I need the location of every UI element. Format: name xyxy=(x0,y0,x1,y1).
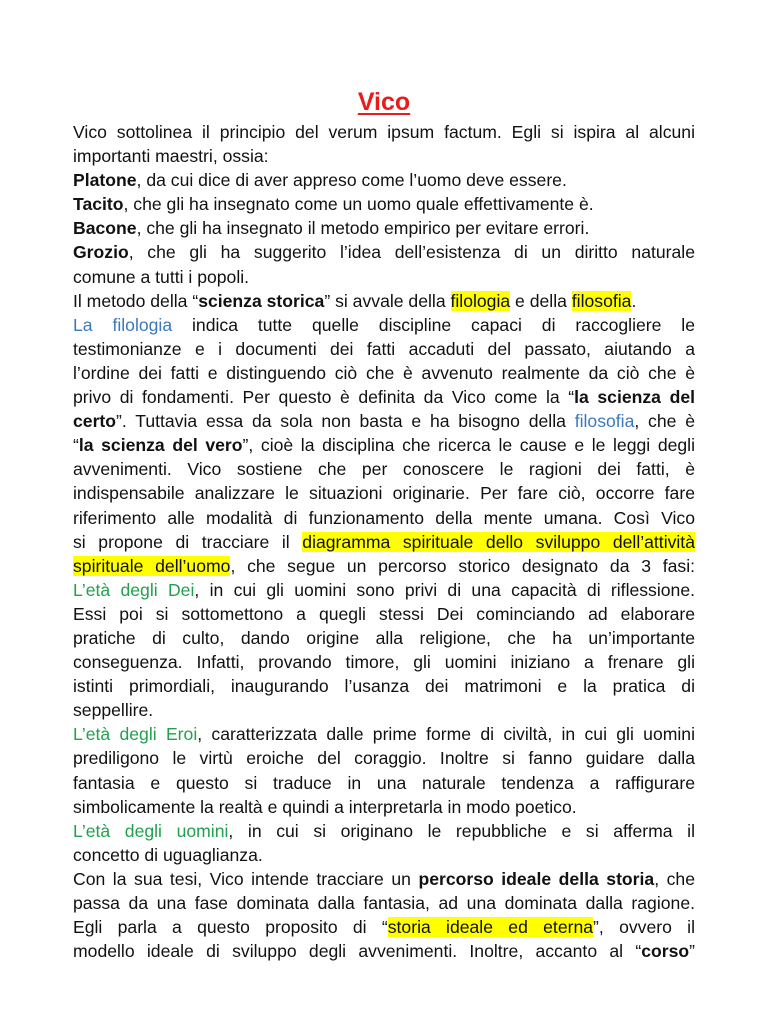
paragraph-text: conseguenza. Infatti, provando timore, gli uomini iniziano a frenare gli xyxy=(73,652,695,673)
paragraph-text: , che è xyxy=(634,411,695,432)
era-label-eroi: L’età degli Eroi xyxy=(73,724,198,745)
paragraph-text: fantasia e questo si traduce in una naturale tendenza a raffigurare xyxy=(73,772,695,793)
paragraph-text: simbolicamente la realtà e quindi a interpretarla in modo poetico. xyxy=(73,796,577,817)
bold-term: certo xyxy=(73,411,117,432)
text-line xyxy=(73,385,695,409)
master-grozio xyxy=(73,240,695,264)
text-line xyxy=(73,578,695,602)
paragraph-text: prediligono le virtù eroiche del coraggio. Inoltre si fanno guidare dalla xyxy=(73,748,695,769)
paragraph-text: ”, ovvero il xyxy=(593,917,695,938)
text-line xyxy=(73,819,695,843)
bold-term: percorso ideale della storia xyxy=(418,868,655,889)
text-line xyxy=(73,457,695,481)
paragraph-text: privo di fondamenti. Per questo è definita da Vico come la “ xyxy=(73,387,575,408)
master-text: , che gli ha insegnato il metodo empirico per evitare errori. xyxy=(136,218,590,239)
paragraph-text: indica tutte quelle discipline capaci di raccogliere le xyxy=(172,314,695,335)
master-text: , che gli ha insegnato come un uomo quale effettivamente è. xyxy=(123,194,594,215)
text-line xyxy=(73,939,695,963)
text-line xyxy=(73,481,695,505)
paragraph-text: , che xyxy=(654,868,695,889)
era-label-dei: L’età degli Dei xyxy=(73,579,195,600)
paragraph-text: , che segue un percorso storico designato da 3 fasi: xyxy=(230,555,695,576)
metodo-text: Il metodo della “ xyxy=(73,290,199,311)
master-platone xyxy=(73,168,695,192)
paragraph-text: Essi poi si sottomettono a quegli stessi Dei cominciando ad elaborare xyxy=(73,603,695,624)
paragraph-text: , caratterizzata dalle prime forme di civiltà, in cui gli uomini xyxy=(197,724,695,745)
text-line xyxy=(73,506,695,530)
text-line xyxy=(73,554,695,578)
text-line xyxy=(73,361,695,385)
text-line xyxy=(73,698,695,722)
text-line xyxy=(73,602,695,626)
text-line xyxy=(73,746,695,770)
text-line xyxy=(73,891,695,915)
text-line xyxy=(73,313,695,337)
paragraph-text: si propone di tracciare il xyxy=(73,531,303,552)
diagramma-highlight: diagramma spirituale dello sviluppo dell’attività xyxy=(302,531,695,552)
document-title: Vico xyxy=(357,88,411,116)
filosofia-label: filosofia xyxy=(574,411,635,432)
text-line xyxy=(73,409,695,433)
metodo-text: . xyxy=(631,290,637,311)
storia-ideale-highlight: storia ideale ed eterna xyxy=(387,917,594,938)
paragraph-text: pratiche di culto, dando origine alla religione, che ha un’importante xyxy=(73,627,695,648)
text-line xyxy=(73,674,695,698)
paragraph-text: seppellire. xyxy=(73,700,154,721)
paragraph-text: , in cui si originano le repubbliche e si afferma il xyxy=(228,820,695,841)
metodo-line xyxy=(73,289,695,313)
paragraph-text: avvenimenti. Vico sostiene che per conoscere le ragioni dei fatti, è xyxy=(73,459,695,480)
text-line xyxy=(73,650,695,674)
master-bacone xyxy=(73,216,695,240)
master-text: comune a tutti i popoli. xyxy=(73,266,250,287)
text-line xyxy=(73,843,695,867)
bold-term: la scienza del vero xyxy=(78,435,243,456)
paragraph-text: “ xyxy=(73,435,79,456)
master-name: Tacito xyxy=(73,194,124,215)
paragraph-text: istinti primordiali, inaugurando l’usanza dei matrimoni e la pratica di xyxy=(73,676,695,697)
paragraph-text: riferimento alle modalità di funzionamento della mente umana. Così Vico xyxy=(73,507,695,528)
master-tacito xyxy=(73,192,695,216)
paragraph-text: l’ordine dei fatti e distinguendo ciò che è avvenuto realmente da ciò che è xyxy=(73,362,695,383)
bold-term: corso xyxy=(641,941,690,962)
paragraph-text: ”. Tuttavia essa da sola non basta e ha bisogno della xyxy=(116,411,575,432)
master-name: Grozio xyxy=(73,242,129,263)
text-line xyxy=(73,795,695,819)
metodo-text: ” si avvale della xyxy=(324,290,451,311)
master-text: , che gli ha suggerito l’idea dell’esistenza di un diritto naturale xyxy=(128,242,695,263)
paragraph-text: ”, cioè la disciplina che ricerca le cause e le leggi degli xyxy=(242,435,695,456)
document-body xyxy=(73,120,695,963)
paragraph-text: passa da una fase dominata dalla fantasia, ad una dominata dalla ragione. xyxy=(73,893,695,913)
text-line xyxy=(73,771,695,795)
diagramma-highlight: spirituale dell’uomo xyxy=(73,555,231,576)
master-text: , da cui dice di aver appreso come l’uomo deve essere. xyxy=(136,170,567,191)
text-line xyxy=(73,144,695,168)
era-label-uomini: L’età degli uomini xyxy=(73,820,229,841)
text-line xyxy=(73,337,695,361)
bold-term: la scienza del xyxy=(574,387,695,408)
text-line xyxy=(73,915,695,939)
paragraph-text: concetto di uguaglianza. xyxy=(73,844,263,865)
paragraph-text: modello ideale di sviluppo degli avvenimenti. Inoltre, accanto al “ xyxy=(73,941,642,962)
paragraph-text: indispensabile analizzare le situazioni originarie. Per fare ciò, occorre fare xyxy=(73,483,695,504)
paragraph-text: ” xyxy=(689,941,695,962)
intro-text: importanti maestri, ossia: xyxy=(73,146,269,167)
scienza-storica-term: scienza storica xyxy=(198,290,325,311)
filologia-label: La filologia xyxy=(73,314,173,335)
paragraph-text: Egli parla a questo proposito di “ xyxy=(73,917,388,938)
paragraph-text: testimonianze e i documenti dei fatti accaduti del passato, aiutando a xyxy=(73,338,695,359)
filosofia-highlight: filosofia xyxy=(571,290,632,311)
text-line xyxy=(73,265,695,289)
text-line xyxy=(73,530,695,554)
filologia-highlight: filologia xyxy=(450,290,511,311)
metodo-text: e della xyxy=(510,290,572,311)
text-line xyxy=(73,433,695,457)
master-name: Bacone xyxy=(73,218,137,239)
text-line xyxy=(73,722,695,746)
text-line xyxy=(73,120,695,144)
master-name: Platone xyxy=(73,170,137,191)
paragraph-text: , in cui gli uomini sono privi di una capacità di riflessione. xyxy=(194,579,696,600)
intro-text: Vico sottolinea il principio del verum ipsum factum. Egli si ispira al alcuni xyxy=(73,122,695,142)
text-line xyxy=(73,867,695,891)
paragraph-text: Con la sua tesi, Vico intende tracciare un xyxy=(73,868,419,889)
text-line xyxy=(73,626,695,650)
